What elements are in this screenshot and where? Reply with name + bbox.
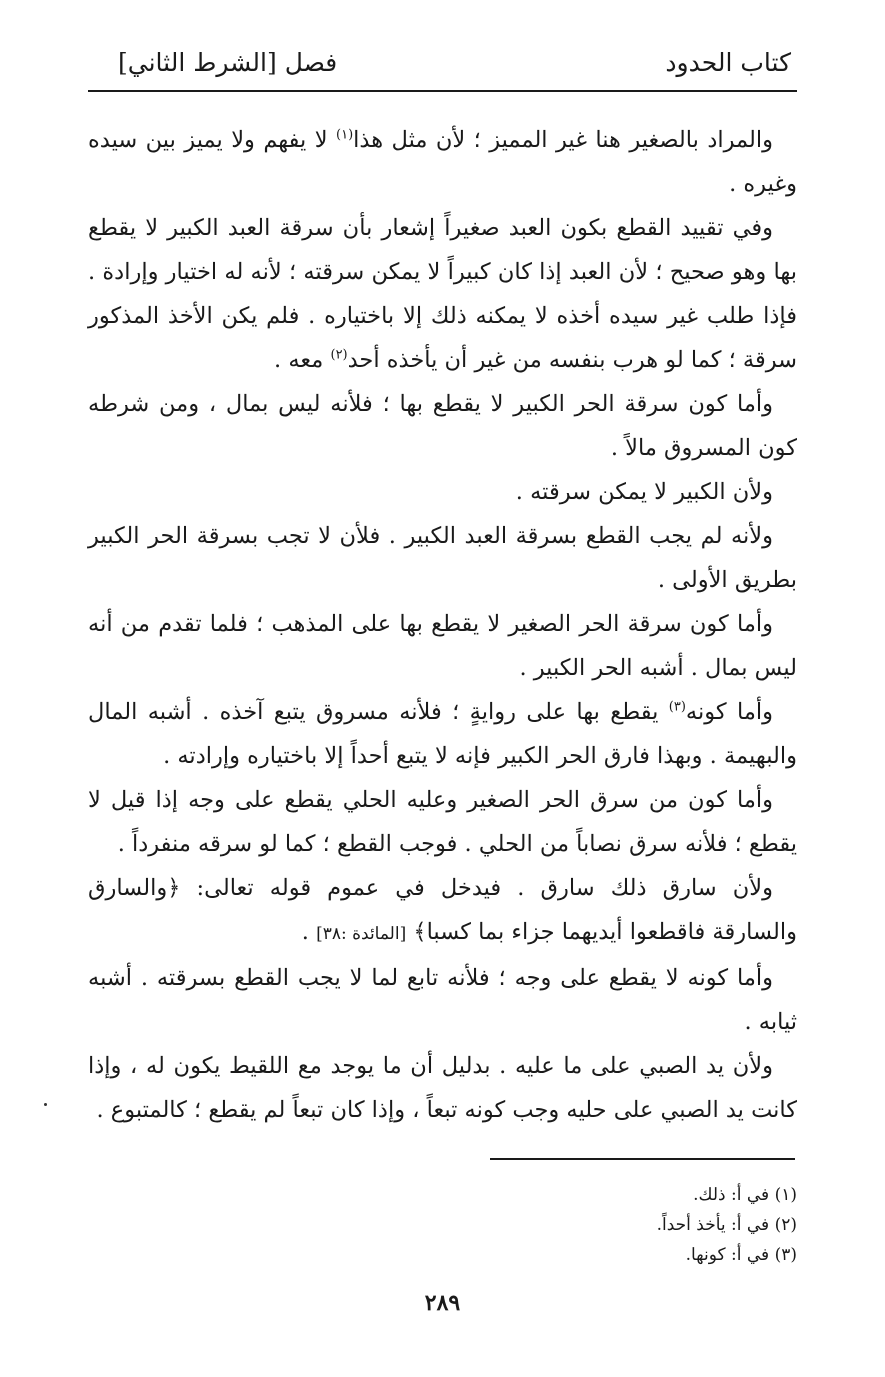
main-text [88,118,797,1132]
paragraph-text: وفي تقييد القطع بكون العبد صغيراً إشعار بأن سرقة العبد الكبير لا يقطع بها وهو صحيح ؛ لأن العبد إذا كان كبيراً لا يمكن سرقته ؛ لأنه له اختيار وإرادة . فإذا طلب غير سيده أخذه لا يمكنه ذلك إلا باختياره . فلم يكن الأخذ المذكور سرقة ؛ كما لو هرب بنفسه من غير أن يأخذه أحد [88,215,797,373]
paragraph-text: والمراد بالصغير هنا غير المميز ؛ لأن مثل هذا [353,127,773,153]
paragraph-text: ولأن سارق ذلك سارق . فيدخل في عموم قوله تعالى: ﴿والسارق والسارقة فاقطعوا أيديهما جزاء بما كسبا﴾ [88,875,797,945]
paragraph [88,118,797,206]
footnote-divider [490,1158,795,1160]
paragraph-text: ولأن الكبير لا يمكن سرقته . [515,479,773,505]
paragraph-text: معه . [274,347,331,373]
paragraph-text: وأما كون سرقة الحر الكبير لا يقطع بها ؛ فلأنه ليس بمال ، ومن شرطه كون المسروق مالاً . [88,391,797,461]
running-header [88,40,797,92]
paragraph [88,514,797,602]
paragraph-text: وأما كونه لا يقطع على وجه ؛ فلأنه تابع لما لا يجب القطع بسرقته . أشبه ثيابه . [88,965,797,1035]
footnote-item: (٣) في أ: كونها. [685,1245,797,1265]
paragraph [88,206,797,382]
paragraph-text: لا يفهم ولا يميز بين سيده وغيره . [88,127,797,197]
paragraph [88,956,797,1044]
paragraph [88,382,797,470]
footnote-ref: (٣) [668,699,686,715]
footnote-item: (٢) في أ: يأخذ أحداً. [656,1215,797,1235]
paragraph [88,470,797,514]
paragraph-text: وأما كون سرقة الحر الصغير لا يقطع بها على المذهب ؛ فلما تقدم من أنه ليس بمال . أشبه الحر الكبير . [88,611,797,681]
footnotes [397,1180,797,1270]
quran-reference: [المائدة :٣٨] [316,924,407,944]
paragraph [88,602,797,690]
margin-mark [44,1103,47,1106]
paragraph-text: ولأن يد الصبي على ما عليه . بدليل أن ما يوجد مع اللقيط يكون له ، وإذا كانت يد الصبي على حليه وجب كونه تبعاً ، وإذا كان تبعاً لم يقطع ؛ كالمتبوع . [88,1053,797,1123]
paragraph-text: ولأنه لم يجب القطع بسرقة العبد الكبير . فلأن لا تجب بسرقة الحر الكبير بطريق الأولى . [88,523,797,593]
book-title: كتاب الحدود [665,48,791,77]
paragraph [88,1044,797,1132]
paragraph [88,866,797,956]
paragraph-text: يقطع بها على روايةٍ ؛ فلأنه مسروق يتبع آخذه . أشبه المال والبهيمة . وبهذا فارق الحر الكبير فإنه لا يتبع أحداً إلا باختياره وإرادته . [88,699,797,769]
paragraph [88,690,797,778]
paragraph-text: . [301,919,317,945]
footnote-item: (١) في أ: ذلك. [693,1185,797,1205]
footnote-ref: (٢) [330,347,348,363]
page-number: ٢٨٩ [424,1290,461,1316]
paragraph [88,778,797,866]
footnote-ref: (١) [336,127,354,143]
chapter-title: فصل [الشرط الثاني] [118,48,338,77]
paragraph-text: وأما كون من سرق الحر الصغير وعليه الحلي يقطع على وجه إذا قيل لا يقطع ؛ فلأنه سرق نصاباً من الحلي . فوجب القطع ؛ كما لو سرقه منفرداً . [88,787,797,857]
paragraph-text: وأما كونه [685,699,773,725]
